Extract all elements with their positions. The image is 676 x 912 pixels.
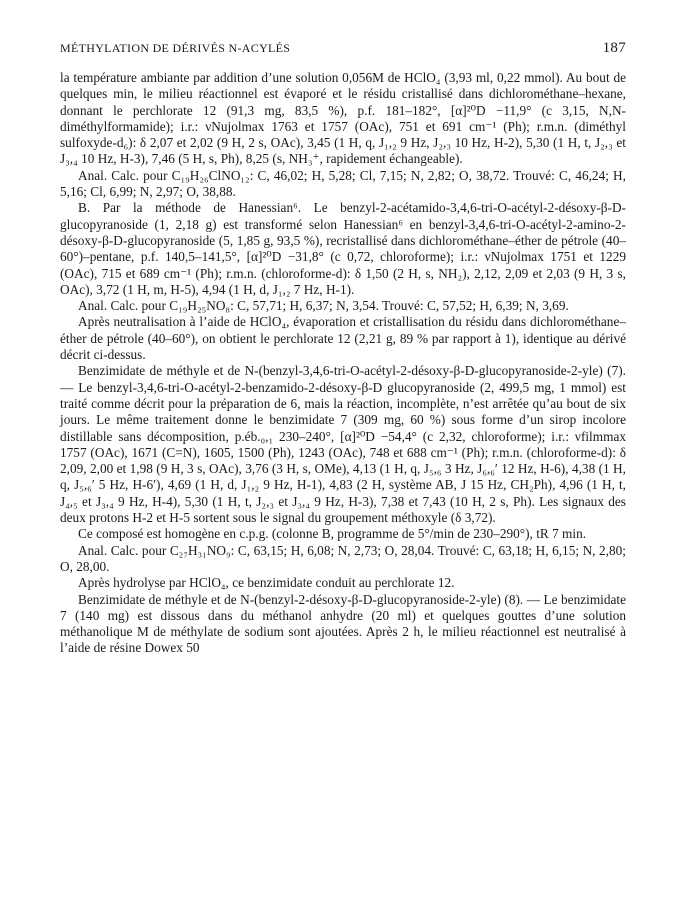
page (60, 40, 626, 657)
paragraph-anal-12: Anal. Calc. pour C₁₉H₂₆ClNO₁₂: C, 46,02; H, 5,28; Cl, 7,15; N, 2,82; O, 38,72. Trouvé: C, 46,24; H, 5,16; Cl, 6,99; N, 2,97; O, 38,88. (60, 167, 626, 200)
running-title: MÉTHYLATION DE DÉRIVÉS N-ACYLÉS (60, 41, 291, 55)
body-text (60, 70, 626, 657)
paragraph-method-b: B. Par la méthode de Hanessian⁶. Le benzyl-2-acétamido-3,4,6-tri-O-acétyl-2-désoxy-β-D-glucopyranoside (1, 2,18 g) est transformé selon Hanessian⁶ en benzyl-3,4,6-tri-O-acétyl-2-amino-2-désoxy-β-D-glucopyranoside (5, 1,85 g, 93,5 %), recristallisé dans dichlorométhane–éther de pétrole (40–60°)–pentane, p.f. 140,5–141,5°, [α]²⁰D −31,8° (c 0,72, chloroforme); i.r.: νNujolmax 1751 et 1229 (OAc), 715 et 689 cm⁻¹ (Ph); r.m.n. (chloroforme-d): δ 1,50 (2 H, s, NH₂), 2,12, 2,09 et 2,03 (9 H, 3 s, OAc), 3,72 (1 H, m, H-5), 4,94 (1 H, d, J₁,₂ 7 Hz, H-1). (60, 200, 626, 297)
paragraph-anal-7: Anal. Calc. pour C₂₇H₃₁NO₉: C, 63,15; H, 6,08; N, 2,73; O, 28,04. Trouvé: C, 63,18; H, 6,15; N, 2,80; O, 28,00. (60, 542, 626, 574)
running-header (60, 40, 626, 70)
paragraph-neutralisation: Après neutralisation à l’aide de HClO₄, évaporation et cristallisation du résidu dans dichlorométhane–éther de pétrole (40–60°), on obtient le perchlorate 12 (2,21 g, 89 % par rapport à 1), identique au dérivé décrit ci-dessus. (60, 314, 626, 363)
page-number: 187 (602, 40, 626, 56)
paragraph-benzimidate-7: Benzimidate de méthyle et de N-(benzyl-3,4,6-tri-O-acétyl-2-désoxy-β-D-glucopyranoside-2-yle) (7). — Le benzyl-3,4,6-tri-O-acétyl-2-benzamido-2-désoxy-β-D glucopyranoside (2, 499,5 mg, 1 mmol) est traité comme décrit pour la préparation de 6, mais la réaction, incomplète, n’est arrêtée qu’au bout de six jours. Le même traitement donne le benzimidate 7 (309 mg, 60 %) sous forme d’un sirop incolore distillable sans décomposition, p.éb.₀,₁ 230–240°, [α]²⁰D −54,4° (c 2,32, chloroforme); i.r.: νfilmmax 1757 (OAc), 1671 (C=N), 1605, 1500 (Ph), 1243 (OAc), 748 et 688 cm⁻¹ (Ph); r.m.n. (chloroforme-d): δ 2,09, 2,00 et 1,98 (9 H, 3 s, OAc), 3,76 (3 H, s, OMe), 4,13 (1 H, q, J₅,₆ 3 Hz, J₆,₆′ 12 Hz, H-6), 4,38 (1 H, q, J₅,₆′ 5 Hz, H-6′), 4,69 (1 H, d, J₁,₂ 9 Hz, H-1), 4,83 (2 H, système AB, J 15 Hz, CH₂Ph), 4,96 (1 H, t, J₄,₅ et J₃,₄ 9 Hz, H-4), 5,30 (1 H, t, J₂,₃ et J₃,₄ 9 Hz, H-3), 7,38 et 7,43 (10 H, 2 s, Ph). Les signaux des deux protons H-2 et H-5 sortent sous le signal du groupement méthoxyle (δ 3,72). (60, 363, 626, 526)
paragraph-anal-5: Anal. Calc. pour C₁₉H₂₅NO₈: C, 57,71; H, 6,37; N, 3,54. Trouvé: C, 57,52; H, 6,39; N, 3,69. (78, 298, 569, 314)
paragraph-hydrolyse: Après hydrolyse par HClO₄, ce benzimidate conduit au perchlorate 12. (78, 575, 455, 591)
paragraph-perchlorate-prep: la température ambiante par addition d’une solution 0,056M de HClO₄ (3,93 ml, 0,22 mmol). Au bout de quelques min, le milieu réactionnel est évaporé et le résidu cristallisé dans dichlorométhane–hexane, donnant le perchlorate 12 (91,3 mg, 83,5 %), p.f. 181–182°, [α]²⁰D −11,9° (c 3,15, N,N-diméthylformamide); i.r.: νNujolmax 1763 et 1757 (OAc), 751 et 691 cm⁻¹ (Ph); r.m.n. (diméthyl sulfoxyde-d₆): δ 2,07 et 2,02 (9 H, 2 s, OAc), 3,45 (1 H, q, J₁,₂ 9 Hz, J₂,₃ 10 Hz, H-2), 5,30 (1 H, t, J₂,₃ et J₃,₄ 10 Hz, H-3), 7,46 (5 H, s, Ph), 8,25 (s, NH₃⁺, rapidement échangeable). (60, 70, 626, 167)
paragraph-benzimidate-8: Benzimidate de méthyle et de N-(benzyl-2-désoxy-β-D-glucopyranoside-2-yle) (8). — Le benzimidate 7 (140 mg) est dissous dans du méthanol anhydre (20 ml) et quelques gouttes d’une solution méthanolique M de méthylate de sodium sont ajoutées. Après 2 h, le milieu réactionnel est neutralisé à l’aide de résine Dowex 50 (60, 591, 626, 656)
paragraph-cpg: Ce composé est homogène en c.p.g. (colonne B, programme de 5°/min de 230–290°), tR 7 min. (78, 526, 587, 542)
